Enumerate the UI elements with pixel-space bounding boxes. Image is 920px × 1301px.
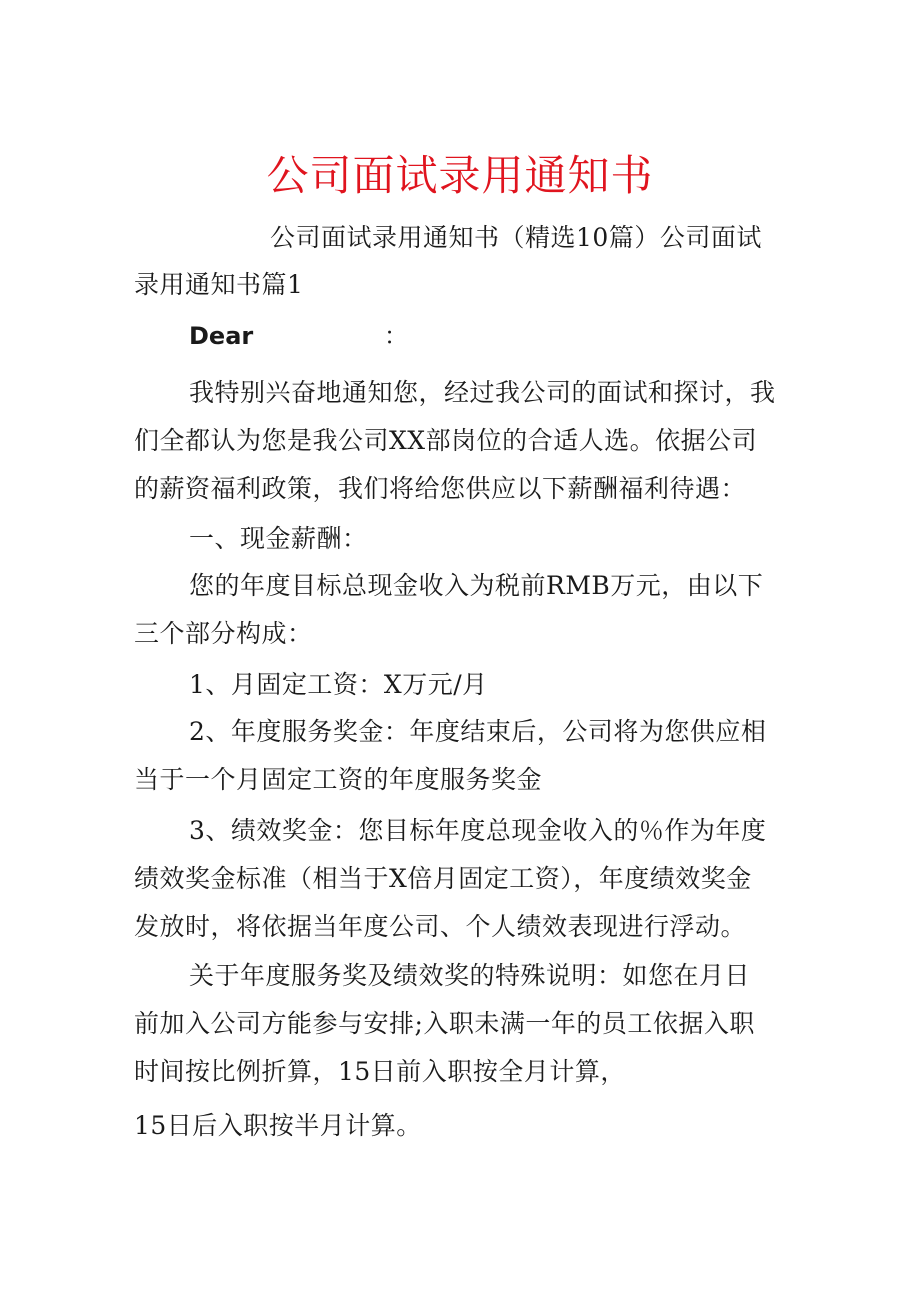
item-2-line-2: 当于一个月固定工资的年度服务奖金 [134,765,543,794]
item-2-line-1: 2、年度服务奖金：年度结束后，公司将为您供应相 [189,717,767,746]
item-3-line-1: 3、绩效奖金：您目标年度总现金收入的％作为年度 [189,816,767,845]
note-line-3: 时间按比例折算，15日前入职按全月计算， [134,1057,626,1086]
subtitle-line-2: 录用通知书篇1 [134,270,304,299]
subtitle-line-1: 公司面试录用通知书（精选10篇）公司面试 [270,223,762,252]
note-line-2: 前加入公司方能参与安排;入职未满一年的员工依据入职 [134,1009,755,1038]
document-title: 公司面试录用通知书 [266,151,654,200]
item-3-line-3: 发放时，将依据当年度公司、个人绩效表现进行浮动。 [134,912,747,941]
intro-line-2: 们全都认为您是我公司XX部岗位的合适人选。依据公司 [134,426,758,455]
intro-line-1: 我特别兴奋地通知您，经过我公司的面试和探讨，我 [189,378,776,407]
note-line-1: 关于年度服务奖及绩效奖的特殊说明：如您在月日 [189,961,751,990]
salutation-word: Dear [189,322,254,350]
item-1: 1、月固定工资：X万元/月 [189,670,488,699]
cash-line-2: 三个部分构成： [134,619,313,648]
item-3-line-2: 绩效奖金标准（相当于X倍月固定工资），年度绩效奖金 [134,864,752,893]
salutation-colon: ： [384,322,408,350]
cash-line-1: 您的年度目标总现金收入为税前RMB万元，由以下 [189,571,764,600]
intro-line-3: 的薪资福利政策，我们将给您供应以下薪酬福利待遇： [134,474,747,503]
note-line-4: 15日后入职按半月计算。 [134,1111,422,1140]
section-heading-cash: 一、现金薪酬： [189,524,368,553]
